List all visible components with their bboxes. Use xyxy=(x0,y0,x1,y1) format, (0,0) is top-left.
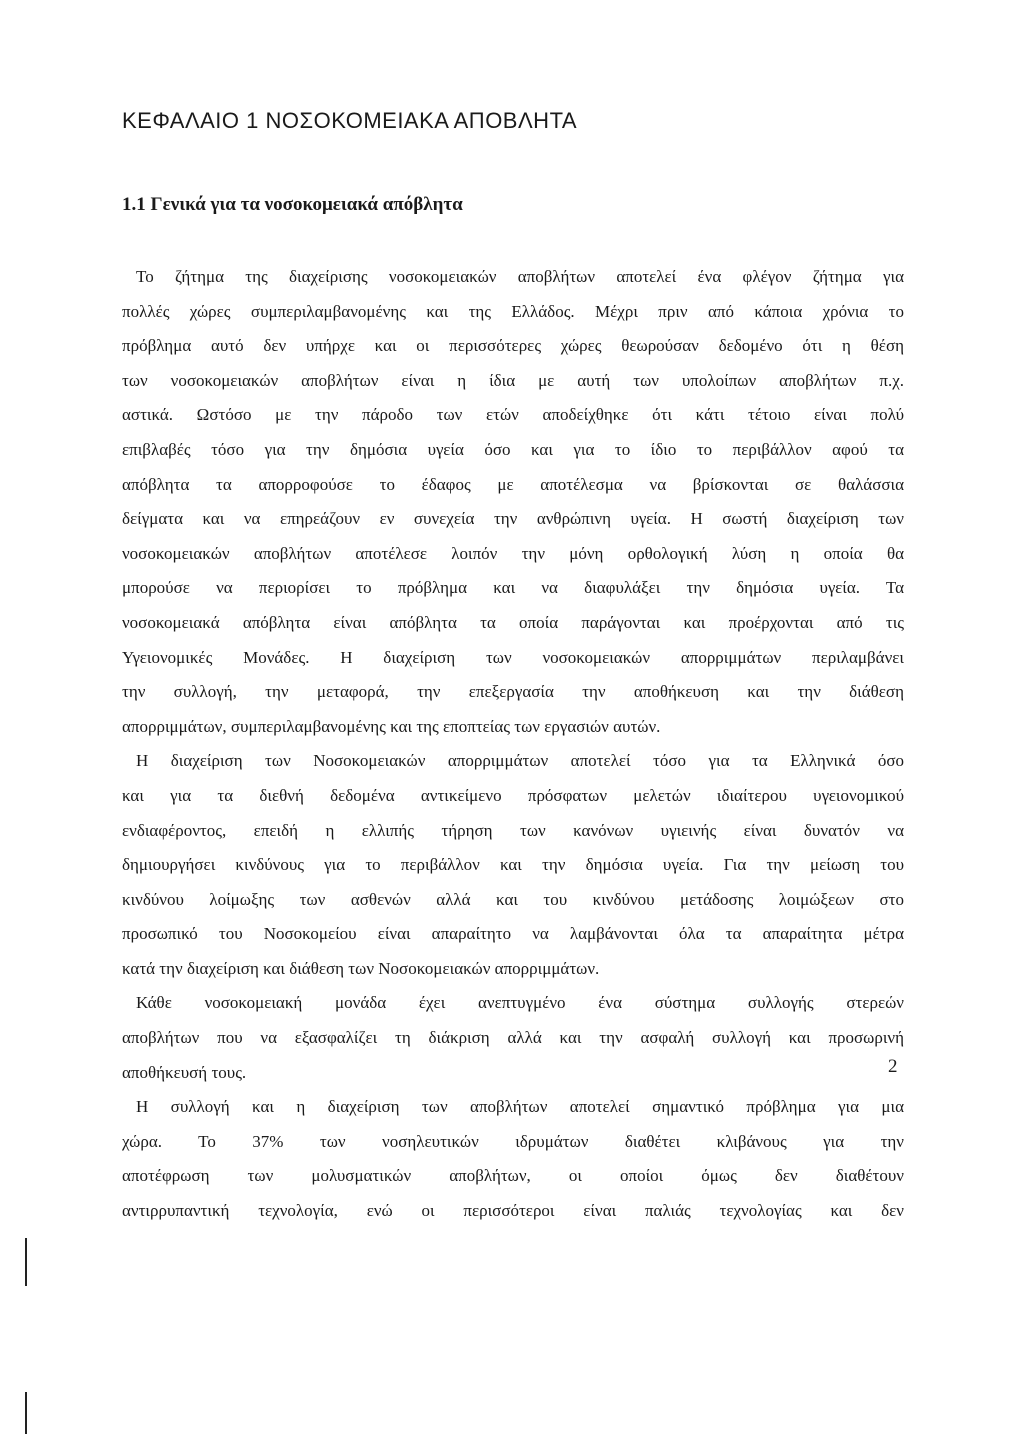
text-line: Η διαχείριση των Νοσοκομειακών απορριμμάτων αποτελεί τόσο για τα Ελληνικά όσο xyxy=(136,751,904,771)
text-line: επιβλαβές τόσο για την δημόσια υγεία όσο και για το ίδιο το περιβάλλον αφού τα xyxy=(122,439,904,459)
chapter-title: ΚΕΦΑΛΑΙΟ 1 ΝΟΣΟΚΟΜΕΙΑΚΑ ΑΠΟΒΛΗΤΑ xyxy=(122,108,578,133)
text-line: αποτέφρωση των μολυσματικών αποβλήτων, οι οποίοι όμως δεν διαθέτουν xyxy=(122,1166,904,1186)
text-line: δείγματα και να επηρεάζουν εν συνεχεία την ανθρώπινη υγεία. Η σωστή διαχείριση των xyxy=(122,509,904,529)
text-line: δημιουργήσει κινδύνους για το περιβάλλον και την δημόσια υγεία. Για την μείωση του xyxy=(122,855,904,875)
text-line: των νοσοκομειακών αποβλήτων είναι η ίδια με αυτή των υπολοίπων αποβλήτων π.χ. xyxy=(122,370,904,390)
text-line: κατά την διαχείριση και διάθεση των Νοσοκομειακών απορριμμάτων. xyxy=(122,958,600,978)
text-line: προσωπικό του Νοσοκομείου είναι απαραίτητο να λαμβάνονται όλα τα απαραίτητα μέτρα xyxy=(122,924,904,944)
text-line: την συλλογή, την μεταφορά, την επεξεργασία την αποθήκευση και την διάθεση xyxy=(122,682,904,702)
section-title: 1.1 Γενικά για τα νοσοκομειακά απόβλητα xyxy=(122,194,463,215)
text-line: πολλές χώρες συμπεριλαμβανομένης και της Ελλάδος. Μέχρι πριν από κάποια χρόνια το xyxy=(122,301,904,321)
text-line: αστικά. Ωστόσο με την πάροδο των ετών αποδείχθηκε ότι κάτι τέτοιο είναι πολύ xyxy=(122,405,904,425)
text-line: Υγειονομικές Μονάδες. Η διαχείριση των νοσοκομειακών απορριμμάτων περιλαμβάνει xyxy=(122,647,904,667)
scan-margin-mark xyxy=(25,1392,27,1434)
text-line: Η συλλογή και η διαχείριση των αποβλήτων αποτελεί σημαντικό πρόβλημα για μια xyxy=(136,1097,904,1117)
text-line: αποβλήτων που να εξασφαλίζει τη διάκριση αλλά και την ασφαλή συλλογή και προσωρινή xyxy=(122,1028,904,1048)
text-line: αποθήκευσή τους. xyxy=(122,1062,247,1082)
body-text xyxy=(122,260,904,1229)
text-line: νοσοκομειακά απόβλητα είναι απόβλητα τα οποία παράγονται και προέρχονται από τις xyxy=(122,612,904,632)
page-number: 2 xyxy=(888,1056,898,1077)
text-line: απορριμμάτων, συμπεριλαμβανομένης και της εποπτείας των εργασιών αυτών. xyxy=(122,716,661,736)
text-line: πρόβλημα αυτό δεν υπήρχε και οι περισσότερες χώρες θεωρούσαν δεδομένο ότι η θέση xyxy=(122,336,904,356)
scan-margin-mark xyxy=(25,1238,27,1286)
text-line: κινδύνου λοίμωξης των ασθενών αλλά και του κινδύνου μετάδοσης λοιμώξεων στο xyxy=(122,889,904,909)
text-line: χώρα. Το 37% των νοσηλευτικών ιδρυμάτων διαθέτει κλιβάνους για την xyxy=(122,1131,904,1151)
text-line: Κάθε νοσοκομειακή μονάδα έχει ανεπτυγμένο ένα σύστημα συλλογής στερεών xyxy=(136,993,904,1013)
text-line: Το ζήτημα της διαχείρισης νοσοκομειακών αποβλήτων αποτελεί ένα φλέγον ζήτημα για xyxy=(136,267,904,286)
text-line: αντιρρυπαντική τεχνολογία, ενώ οι περισσότεροι είναι παλιάς τεχνολογίας και δεν xyxy=(122,1201,904,1221)
text-line: ενδιαφέροντος, επειδή η ελλιπής τήρηση των κανόνων υγιεινής είναι δυνατόν να xyxy=(122,820,904,840)
text-line: νοσοκομειακών αποβλήτων αποτέλεσε λοιπόν την μόνη ορθολογική λύση η οποία θα xyxy=(122,543,904,563)
text-line: και για τα διεθνή δεδομένα αντικείμενο πρόσφατων μελετών ιδιαίτερου υγειονομικού xyxy=(122,785,904,805)
text-line: απόβλητα τα απορροφούσε το έδαφος με αποτέλεσμα να βρίσκονται σε θαλάσσια xyxy=(122,474,904,494)
text-line: μπορούσε να περιορίσει το πρόβλημα και να διαφυλάξει την δημόσια υγεία. Τα xyxy=(122,578,904,598)
